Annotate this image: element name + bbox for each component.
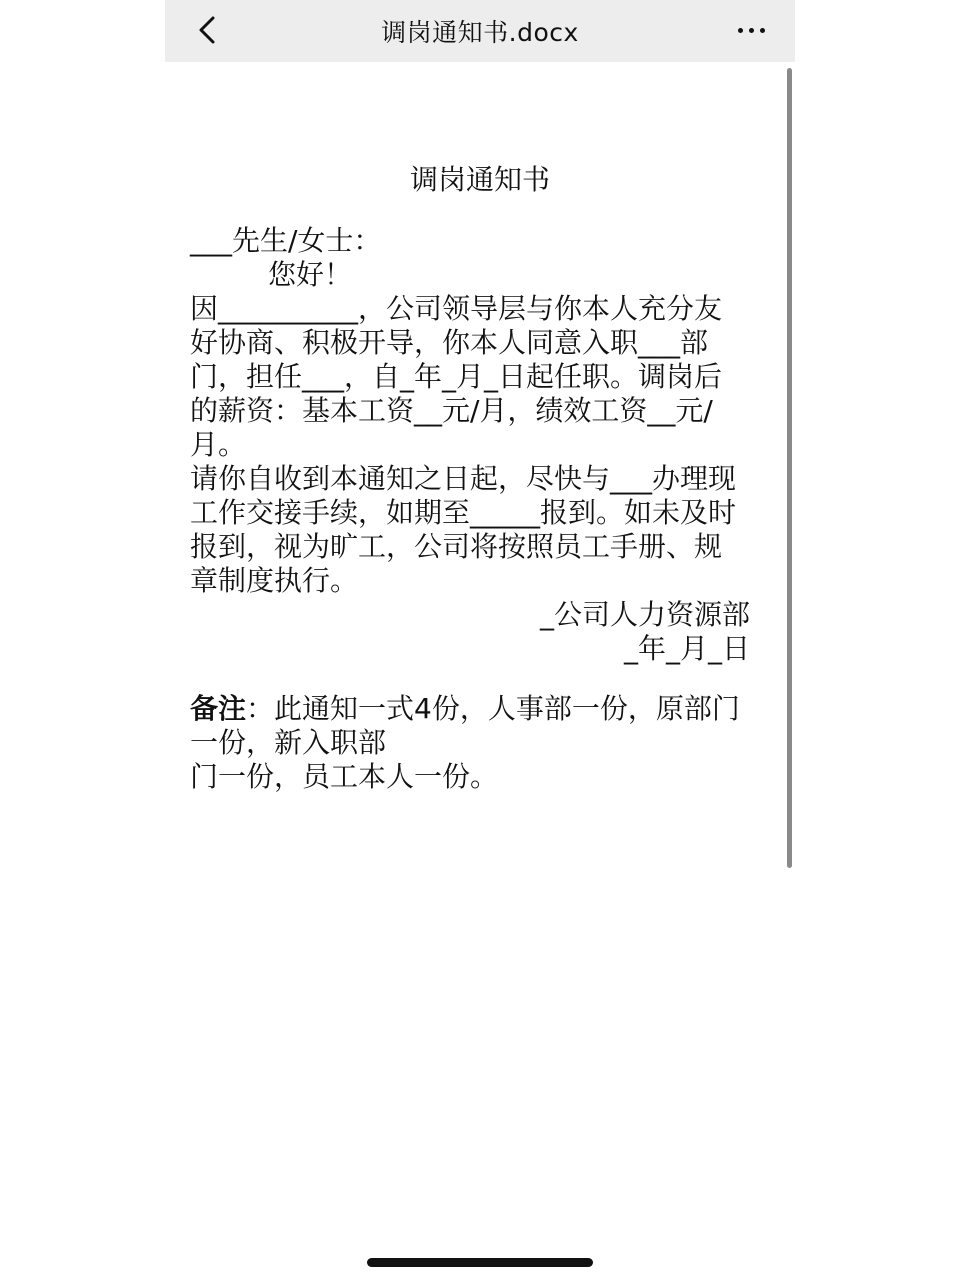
note-line [190,692,750,726]
sign-date: _年_月_日 [623,632,750,665]
note-line: 一份，新入职部 [190,726,387,759]
document-body [190,224,750,794]
paragraph-line: 工作交接手续，如期至_____报到。如未及时 [190,496,737,529]
more-options-button[interactable] [729,10,773,50]
document-viewer[interactable] [165,62,795,1262]
document-title: 调岗通知书 [409,163,550,196]
note-label: 备注 [190,692,247,725]
back-button[interactable] [187,10,227,50]
salutation: ___先生/女士： [190,224,382,257]
top-nav-bar [165,0,795,62]
paragraph-line: 请你自收到本通知之日起，尽快与___办理现 [190,462,737,495]
paragraph-line: 门，担任___，自_年_月_日起任职。调岗后 [190,360,723,393]
note-line: 门一份，员工本人一份。 [190,760,499,793]
paragraph-line: 好协商、积极开导，你本人同意入职___部 [190,326,709,359]
more-horizontal-icon [760,28,765,33]
file-title: 调岗通知书.docx [381,18,579,47]
more-horizontal-icon [738,28,743,33]
vertical-scrollbar[interactable] [787,68,792,868]
paragraph-line: 月。 [190,428,247,461]
spacer [190,666,750,692]
right-margin [795,0,960,1280]
paragraph-line: 章制度执行。 [190,564,359,597]
chevron-left-icon [196,15,218,45]
left-margin [0,0,165,1280]
paragraph-line: 的薪资：基本工资__元/月，绩效工资__元/ [190,394,713,427]
home-indicator[interactable] [367,1258,593,1267]
paragraph-line: 因__________，公司领导层与你本人充分友 [190,292,723,325]
paragraph-line: 报到，视为旷工，公司将按照员工手册、规 [190,530,723,563]
more-horizontal-icon [749,28,754,33]
sign-department: _公司人力资源部 [539,598,750,631]
greeting: 您好！ [268,258,353,291]
note-text: ：此通知一式4份，人事部一份，原部门 [246,692,740,725]
